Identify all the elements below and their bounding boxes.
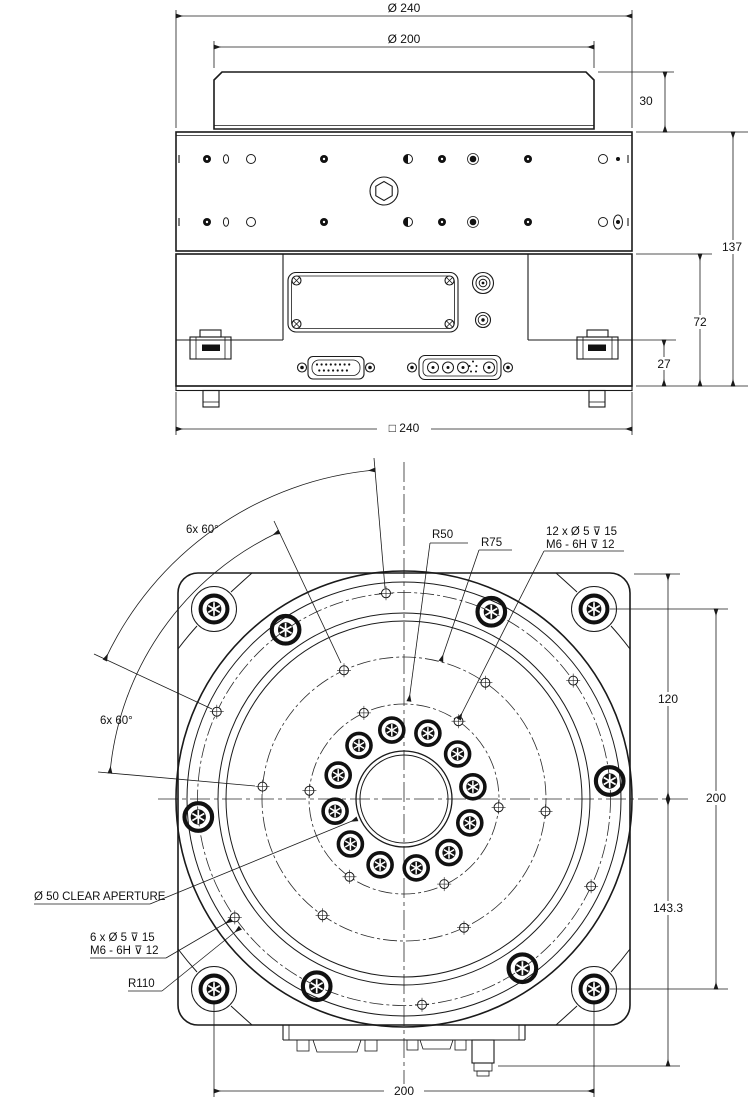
threaded-hole-icon <box>492 800 506 814</box>
dim-foot-height <box>622 340 676 386</box>
coax-connector-small-icon <box>476 313 491 328</box>
svg-text:R110: R110 <box>128 978 155 990</box>
label-plate <box>288 273 458 333</box>
dim-label: □ 240 <box>388 421 420 435</box>
dim-outer-diameter <box>176 1 632 128</box>
socket-screw-icon <box>581 976 608 1003</box>
socket-screw-icon <box>201 976 228 1003</box>
threaded-hole-icon <box>566 674 580 688</box>
adjustable-foot <box>577 330 618 407</box>
svg-text:200: 200 <box>393 1084 415 1098</box>
svg-text:200: 200 <box>705 791 727 805</box>
socket-screw-icon <box>368 853 392 877</box>
socket-screw-icon <box>201 596 228 623</box>
socket-screw-icon <box>437 841 461 865</box>
socket-screw-icon <box>380 718 404 742</box>
dim-top-to-center <box>634 574 685 799</box>
socket-screw-icon <box>404 856 428 880</box>
socket-screw-icon <box>347 733 371 757</box>
dim-label: 27 <box>657 357 671 371</box>
socket-screw-icon <box>326 763 350 787</box>
dim-label: Ø 240 <box>387 1 421 15</box>
dsub-connector-icon <box>298 357 375 380</box>
socket-screw-icon <box>458 811 482 835</box>
dim-platform-height <box>598 72 748 132</box>
svg-text:12 x Ø 5 ⊽ 15: 12 x Ø 5 ⊽ 15 <box>546 526 618 538</box>
threaded-hole-icon <box>584 879 598 893</box>
threaded-hole-icon <box>357 706 371 720</box>
threaded-hole-icon <box>437 877 451 891</box>
svg-text:Ø 50 CLEAR APERTURE: Ø 50 CLEAR APERTURE <box>34 891 166 903</box>
threaded-hole-icon <box>256 780 270 794</box>
threaded-hole-icon <box>228 910 242 924</box>
dim-label: Ø 200 <box>387 32 421 46</box>
coax-connector-icon <box>473 273 494 294</box>
socket-screw-icon <box>446 742 470 766</box>
angle-label: 6x 60° <box>100 715 133 727</box>
threaded-hole-icon <box>337 663 351 677</box>
adjustable-foot <box>190 330 231 407</box>
dim-platform-diameter <box>214 32 594 68</box>
socket-screw-icon <box>581 596 608 623</box>
side-view <box>176 1 748 435</box>
threaded-hole-icon <box>415 998 429 1012</box>
housing-hole-row <box>179 154 628 230</box>
socket-screw-icon <box>272 616 300 644</box>
socket-screw-icon <box>509 954 537 982</box>
socket-screw-icon <box>338 832 362 856</box>
svg-text:143.3: 143.3 <box>652 901 684 915</box>
threaded-hole-icon <box>343 870 357 884</box>
socket-screw-icon <box>596 767 624 795</box>
threaded-hole-icon <box>302 784 316 798</box>
socket-screw-icon <box>303 972 331 1000</box>
dim-angle-inner <box>98 521 341 786</box>
threaded-hole-icon <box>379 586 393 600</box>
dim-base-width <box>176 392 632 435</box>
base-housing-outline <box>176 254 632 386</box>
socket-screw-icon <box>478 598 506 626</box>
center-hex-bolt-icon <box>370 177 398 205</box>
threaded-hole-icon <box>539 804 553 818</box>
svg-text:R75: R75 <box>481 537 503 549</box>
angle-label: 6x 60° <box>186 524 219 536</box>
dim-total-height <box>636 132 748 386</box>
dim-label: 30 <box>639 94 653 108</box>
svg-text:R50: R50 <box>432 529 454 541</box>
svg-text:M6 - 6H ⊽ 12: M6 - 6H ⊽ 12 <box>546 539 615 551</box>
dim-label: 137 <box>721 240 743 254</box>
callout-r75 <box>441 537 512 661</box>
threaded-hole-icon <box>210 705 224 719</box>
power-connector-icon <box>408 356 513 380</box>
threaded-hole-icon <box>457 921 471 935</box>
threaded-hole-icon <box>316 908 330 922</box>
socket-screw-icon <box>185 803 213 831</box>
socket-screw-icon <box>416 721 440 745</box>
threaded-hole-icon <box>452 714 466 728</box>
socket-screw-icon <box>323 799 347 823</box>
svg-text:6 x Ø 5 ⊽ 15: 6 x Ø 5 ⊽ 15 <box>90 932 155 944</box>
upper-housing-outline <box>176 132 632 251</box>
svg-text:120: 120 <box>657 692 679 706</box>
svg-text:M6 - 6H ⊽ 12: M6 - 6H ⊽ 12 <box>90 945 159 957</box>
socket-screw-icon <box>461 775 485 799</box>
plan-view <box>34 458 734 1098</box>
threaded-hole-icon <box>478 676 492 690</box>
dim-label: 72 <box>693 315 707 329</box>
callout-r50 <box>409 529 468 701</box>
platform-outline <box>214 72 594 129</box>
